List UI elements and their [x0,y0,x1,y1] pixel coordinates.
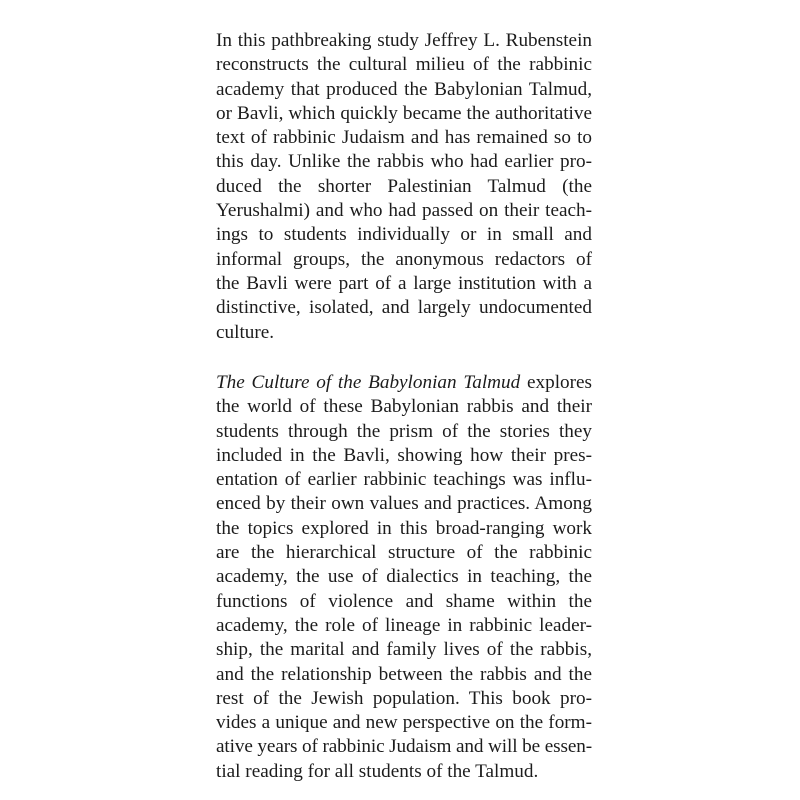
text-line: are the hierarchical structure of the rabbinic [216,542,592,564]
text-line: reconstructs the cultural milieu of the rabbinic [216,54,592,76]
text-line: academy, the use of dialectics in teaching, the [216,566,592,588]
text-line: or Bavli, which quickly became the authoritative [216,102,592,124]
text-line: the topics explored in this broad-ranging work [216,517,592,539]
text-line: culture. [216,321,275,343]
text-line: academy that produced the Babylonian Talmud, [216,78,592,100]
text-line: included in the Bavli, showing how their pres- [216,444,592,466]
text-line: rest of the Jewish population. This book pro- [216,687,592,709]
text-line: students through the prism of the stories they [216,420,592,442]
paragraph-2 [216,371,592,784]
paragraph-1 [216,29,592,345]
text-line: enced by their own values and practices. Among [216,493,592,515]
text-line: ship, the marital and family lives of the rabbis, [216,639,592,661]
text-line: Yerushalmi) and who had passed on their teach- [216,200,592,222]
text-line: functions of violence and shame within the [216,590,592,612]
text-line: the Bavli were part of a large institution with a [216,272,592,294]
text-line: In this pathbreaking study Jeffrey L. Rubenstein [216,30,592,51]
text-line: academy, the role of lineage in rabbinic leader- [216,614,592,636]
text-line: informal groups, the anonymous redactors of [216,248,592,270]
text-line: distinctive, isolated, and largely undocumented [216,297,592,319]
text-line: text of rabbinic Judaism and has remained so to [216,127,592,149]
text-line: this day. Unlike the rabbis who had earlier pro- [216,151,592,173]
first-line-rest: explores [520,372,593,393]
text-line: ative years of rabbinic Judaism and will be essen- [216,736,592,758]
text-line: vides a unique and new perspective on the form- [216,712,592,734]
text-line: ings to students individually or in small and [216,224,592,246]
book-title: The Culture of the Babylonian Talmud [216,372,521,393]
text-line: tial reading for all students of the Talmud. [216,760,539,782]
text-line: and the relationship between the rabbis and the [216,663,592,685]
text-line: entation of earlier rabbinic teachings was influ- [216,469,592,491]
text-line-first [216,371,592,395]
text-line: the world of these Babylonian rabbis and their [216,396,592,418]
text-line: duced the shorter Palestinian Talmud (the [216,175,592,197]
